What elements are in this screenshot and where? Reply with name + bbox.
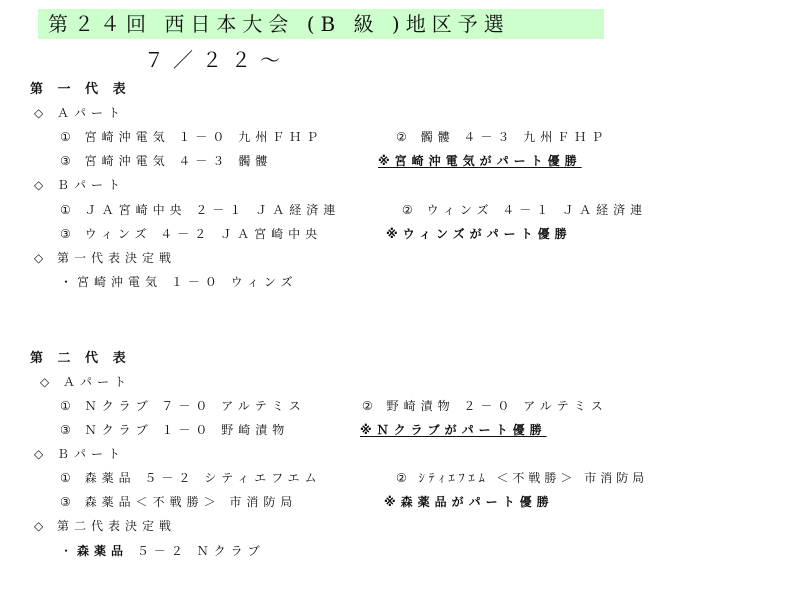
first-rep-heading: 第 一 代 表 <box>30 82 131 97</box>
second-final-result <box>60 542 265 559</box>
second-partB-match3: ③ 森薬品＜不戦勝＞ 市消防局 <box>60 495 298 509</box>
second-partA-match1: ① Ｎクラブ ７－０ アルテミス <box>60 399 306 413</box>
first-final-label: ◇ 第一代表決定戦 <box>34 251 177 265</box>
first-final-result: ・宮崎沖電気 １－０ ウィンズ <box>60 275 298 289</box>
second-final-score: ５－２ Ｎクラブ <box>128 544 265 558</box>
second-partA-label: ◇ Ａパート <box>40 375 132 389</box>
second-partB-match2: ② ｼﾃｨｴﾌｴﾑ ＜不戦勝＞ 市消防局 <box>396 471 649 485</box>
first-partB-match2: ② ウィンズ ４－１ ＪＡ経済連 <box>402 203 648 217</box>
second-partA-winner: ※Ｎクラブがパート優勝 <box>360 423 547 437</box>
first-partB-label: ◇ Ｂパート <box>34 178 126 192</box>
second-partA-match3: ③ Ｎクラブ １－０ 野崎漬物 <box>60 423 290 437</box>
first-partA-label: ◇ Ａパート <box>34 106 126 120</box>
second-rep-heading: 第 二 代 表 <box>30 351 131 366</box>
second-final-label: ◇ 第二代表決定戦 <box>34 519 177 533</box>
date-range: ７／２２～ <box>144 48 289 72</box>
first-partA-match2: ② 髑髏 ４－３ 九州ＦＨＰ <box>396 130 609 144</box>
second-final-prefix: ・ <box>60 544 78 558</box>
first-partA-match1: ① 宮崎沖電気 １－０ 九州ＦＨＰ <box>60 130 324 144</box>
first-partA-winner: ※宮崎沖電気がパート優勝 <box>378 154 582 168</box>
second-partB-label: ◇ Ｂパート <box>34 447 126 461</box>
first-partA-match3: ③ 宮崎沖電気 ４－３ 髑髏 <box>60 154 273 168</box>
second-partB-match1: ① 森薬品 ５－２ シティエフエム <box>60 471 322 485</box>
second-partB-winner: ※森薬品がパート優勝 <box>384 495 554 509</box>
first-partB-winner: ※ウィンズがパート優勝 <box>386 227 572 241</box>
first-partB-match1: ① ＪＡ宮崎中央 ２－１ ＪＡ経済連 <box>60 203 341 217</box>
second-partA-match2: ② 野崎漬物 ２－０ アルテミス <box>362 399 608 413</box>
page-title: 第２４回 西日本大会 (B 級 )地区予選 <box>38 9 604 39</box>
second-final-winner-team: 森薬品 <box>77 544 129 558</box>
first-partB-match3: ③ ウィンズ ４－２ ＪＡ宮崎中央 <box>60 227 323 241</box>
